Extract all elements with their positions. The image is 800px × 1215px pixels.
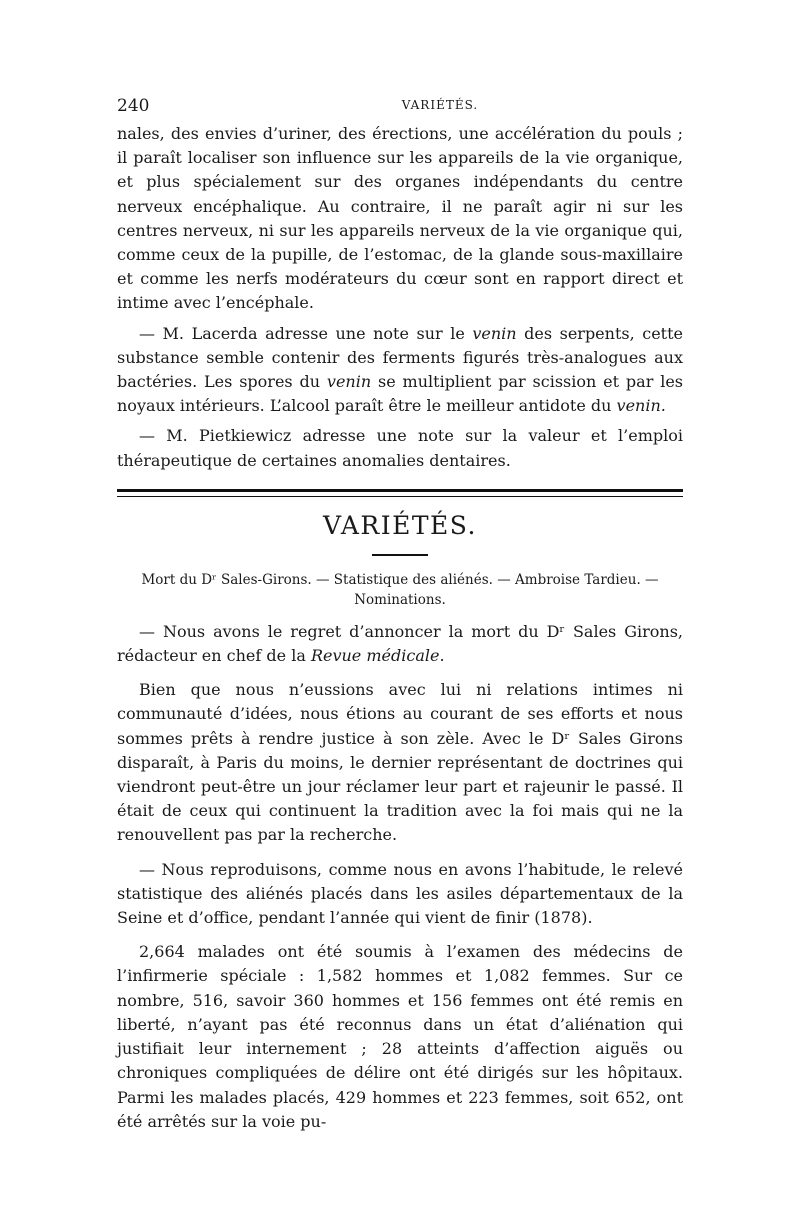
book-page (117, 96, 683, 1134)
lacerda-paragraph (117, 322, 683, 419)
section-divider (117, 489, 683, 501)
venin-term: venin (472, 323, 517, 343)
obituary-paragraph (117, 620, 683, 668)
venin-term: venin. (616, 396, 666, 416)
obituary-text: — Nous avons le regret d’annoncer la mort du Dʳ Sales Girons, rédacteur en chef de la (117, 621, 683, 666)
title-underline (372, 554, 428, 556)
lacerda-text-a: — M. Lacerda adresse une note sur le (139, 323, 473, 343)
running-head (117, 96, 683, 122)
page-number: 240 (117, 96, 150, 116)
running-title: VARIÉTÉS. (401, 98, 479, 112)
lacerda-text-b: des serpents, cette substance semble contenir des ferments figurés très-analogues aux bactéries. Les spores du (117, 323, 683, 392)
pietkiewicz-paragraph: — M. Pietkiewicz adresse une note sur la valeur et l’emploi thérapeutique de certaines anomalies dentaires. (117, 426, 683, 470)
sales-girons-paragraph: Bien que nous n’eussions avec lui ni relations intimes ni communauté d’idées, nous étions au courant de ses efforts et nous sommes prêts à rendre justice à son zèle. Avec le Dʳ Sales Girons disparaît, à Paris du moins, le dernier représentant de doctrines qui viendront peut-être un jour réclamer leur part et rajeunir le passé. Il était de ceux qui continuent la tradition avec la foi mais qui ne la renouvellent pas par la recherche. (117, 680, 683, 845)
section-summary: Mort du Dʳ Sales-Girons. — Statistique des aliénés. — Ambroise Tardieu. — Nominations. (141, 571, 659, 608)
section-body (117, 620, 683, 1134)
statistics-paragraph: 2,664 malades ont été soumis à l’examen des médecins de l’infirmerie spéciale : 1,582 hommes et 1,082 femmes. Sur ce nombre, 516, savoir 360 hommes et 156 femmes ont été remis en liberté, n’ayant pas été reconnus dans un état d’aliénation qui justifiait leur internement ; 28 atteints d’affection aiguës ou chroniques compliquées de délire ont été dirigés sur les hôpitaux. Parmi les malades placés, 429 hommes et 223 femmes, soit 652, ont été arrêtés sur la voie pu- (117, 942, 683, 1131)
statistics-intro-paragraph: — Nous reproduisons, comme nous en avons l’habitude, le relevé statistique des aliénés placés dans les asiles départementaux de la Seine et d’office, pendant l’année qui vient de finir (1878). (117, 859, 683, 928)
section-title: VARIÉTÉS. (323, 510, 477, 540)
lacerda-text-c: se multiplient par scission et par les noyaux intérieurs. L’alcool paraît être le meilleur antidote du (117, 372, 684, 416)
divider-thick-rule (117, 489, 683, 492)
continuation-paragraph: nales, des envies d’uriner, des érections, une accélération du pouls ; il paraît localiser son influence sur les appareils de la vie organique, et plus spécialement sur des organes indépendants du centre nerveux encéphalique. Au contraire, il ne paraît agir ni sur les centres nerveux, ni sur les appareils nerveux de la vie organique qui, comme ceux de la pupille, de l’estomac, de la glande sous-maxillaire et comme les nerfs modérateurs du cœur sont en rapport direct et intime avec l’encéphale. (117, 124, 683, 313)
journal-title: Revue médicale. (310, 646, 445, 666)
divider-thin-rule (117, 496, 683, 497)
venin-term: venin (326, 372, 372, 392)
